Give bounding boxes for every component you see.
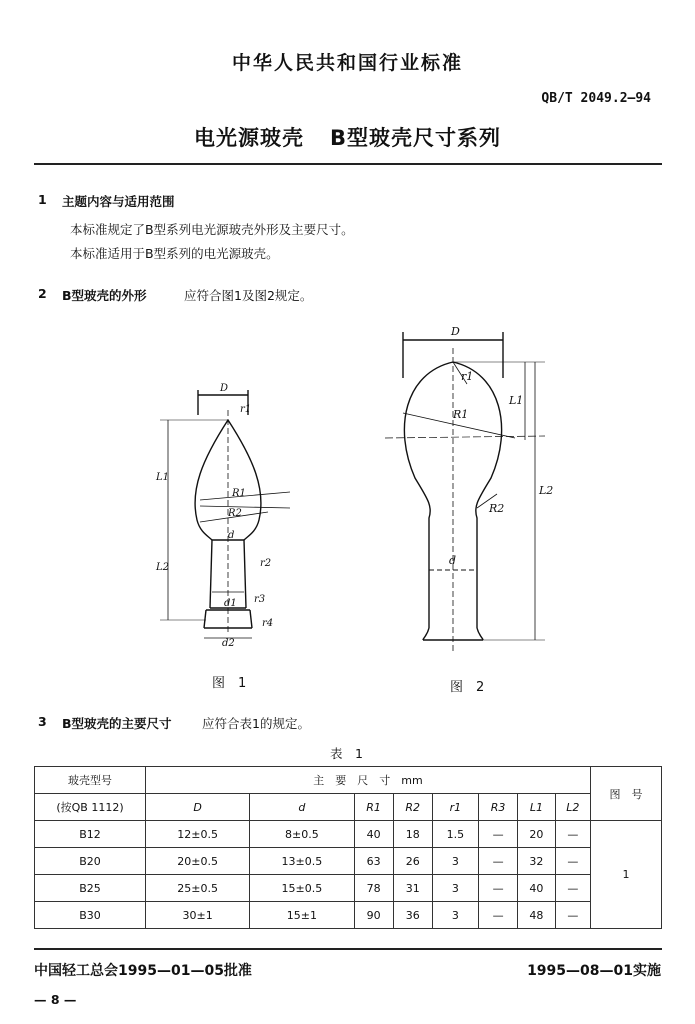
figure-2-drawing — [385, 318, 555, 658]
section-3-text: 应符合表1的规定。 — [202, 716, 310, 731]
cell: 40 — [518, 875, 555, 902]
row-model: B12 — [35, 821, 146, 848]
section-1-heading: 主题内容与适用范围 — [62, 194, 175, 209]
fig2-label-R1: R1 — [453, 408, 469, 421]
cell: — — [479, 848, 518, 875]
model-header: 玻壳型号 — [35, 767, 146, 794]
cell: 1.5 — [432, 821, 478, 848]
cell: 18 — [393, 821, 432, 848]
cell: — — [555, 875, 590, 902]
section-2-text: 应符合图1及图2规定。 — [184, 288, 313, 303]
cell: 3 — [432, 875, 478, 902]
cell: 63 — [354, 848, 393, 875]
col-header-R2: R2 — [393, 794, 432, 821]
col-header-R1: R1 — [354, 794, 393, 821]
col-header-d: d — [250, 794, 354, 821]
document-title — [0, 122, 695, 152]
model-header-ref: (按QB 1112) — [35, 794, 146, 821]
fig1-label-L2: L2 — [156, 562, 170, 573]
cell: 3 — [432, 848, 478, 875]
approval-date: 中国轻工总会1995—01—05批准 — [34, 963, 252, 979]
table-row — [35, 821, 662, 848]
row-model: B25 — [35, 875, 146, 902]
fig2-label-L2: L2 — [539, 484, 554, 497]
cell: 12±0.5 — [146, 821, 250, 848]
fig1-label-d1: d1 — [224, 598, 237, 609]
page-number: — 8 — — [34, 992, 77, 1007]
dimensions-table — [34, 766, 662, 929]
cell: 8±0.5 — [250, 821, 354, 848]
cell: — — [479, 875, 518, 902]
section-2-number: 2 — [38, 286, 47, 301]
figure-1-drawing — [150, 380, 300, 650]
fig1-label-R1: R1 — [232, 488, 246, 499]
section-3-heading: B型玻壳的主要尺寸 — [62, 716, 172, 731]
fig1-label-r4: r4 — [262, 618, 274, 629]
fig1-label-D: D — [220, 383, 229, 394]
cell: — — [479, 821, 518, 848]
table-row — [35, 875, 662, 902]
section-2-heading: B型玻壳的外形 — [62, 288, 147, 303]
section-1-line-2: 本标准适用于B型系列的电光源玻壳。 — [70, 246, 279, 261]
cell: 13±0.5 — [250, 848, 354, 875]
fig2-label-r1: r1 — [461, 370, 474, 383]
figure-no-header: 图 号 — [591, 767, 662, 821]
cell: 20 — [518, 821, 555, 848]
cell: 15±0.5 — [250, 875, 354, 902]
col-header-r1: r1 — [432, 794, 478, 821]
standard-code: QB/T 2049.2—94 — [541, 91, 651, 106]
col-header-D: D — [146, 794, 250, 821]
footer-rule — [34, 948, 662, 950]
table-row — [35, 902, 662, 929]
fig2-label-L1: L1 — [509, 394, 524, 407]
cell: — — [479, 902, 518, 929]
cell: 30±1 — [146, 902, 250, 929]
cell: 36 — [393, 902, 432, 929]
table-caption: 表 1 — [330, 746, 363, 761]
table-row — [35, 848, 662, 875]
fig2-label-d: d — [449, 554, 457, 567]
col-header-L1: L1 — [518, 794, 555, 821]
section-1-line-1: 本标准规定了B型系列电光源玻壳外形及主要尺寸。 — [70, 222, 354, 237]
cell: 90 — [354, 902, 393, 929]
issuing-authority: 中华人民共和国行业标准 — [231, 52, 463, 74]
main-dims-header: 主 要 尺 寸 mm — [146, 767, 591, 794]
figure-1-caption: 图 1 — [212, 676, 247, 691]
row-model: B30 — [35, 902, 146, 929]
cell: 26 — [393, 848, 432, 875]
fig1-label-r1: r1 — [240, 404, 252, 415]
figure-no-value: 1 — [591, 821, 662, 929]
fig1-label-r3: r3 — [254, 594, 266, 605]
cell: 32 — [518, 848, 555, 875]
cell: 78 — [354, 875, 393, 902]
cell: 20±0.5 — [146, 848, 250, 875]
fig2-label-R2: R2 — [489, 502, 505, 515]
cell: 25±0.5 — [146, 875, 250, 902]
implementation-date: 1995—08—01实施 — [527, 963, 661, 979]
title-rule — [34, 163, 662, 165]
title-part-2: B型玻壳尺寸系列 — [329, 126, 501, 150]
fig1-label-r2: r2 — [260, 558, 272, 569]
fig1-label-R2: R2 — [228, 508, 242, 519]
figure-2-caption: 图 2 — [450, 680, 485, 695]
cell: 31 — [393, 875, 432, 902]
cell: — — [555, 821, 590, 848]
cell: — — [555, 848, 590, 875]
cell: — — [555, 902, 590, 929]
col-header-R3: R3 — [479, 794, 518, 821]
cell: 15±1 — [250, 902, 354, 929]
row-model: B20 — [35, 848, 146, 875]
col-header-L2: L2 — [555, 794, 590, 821]
fig1-label-d: d — [228, 530, 235, 541]
section-1-number: 1 — [38, 192, 47, 207]
cell: 40 — [354, 821, 393, 848]
cell: 3 — [432, 902, 478, 929]
fig2-label-D: D — [451, 325, 460, 338]
title-part-1: 电光源玻壳 — [193, 126, 304, 150]
section-3-number: 3 — [38, 714, 47, 729]
fig1-label-L1: L1 — [156, 472, 170, 483]
cell: 48 — [518, 902, 555, 929]
fig1-label-d2: d2 — [222, 638, 235, 649]
